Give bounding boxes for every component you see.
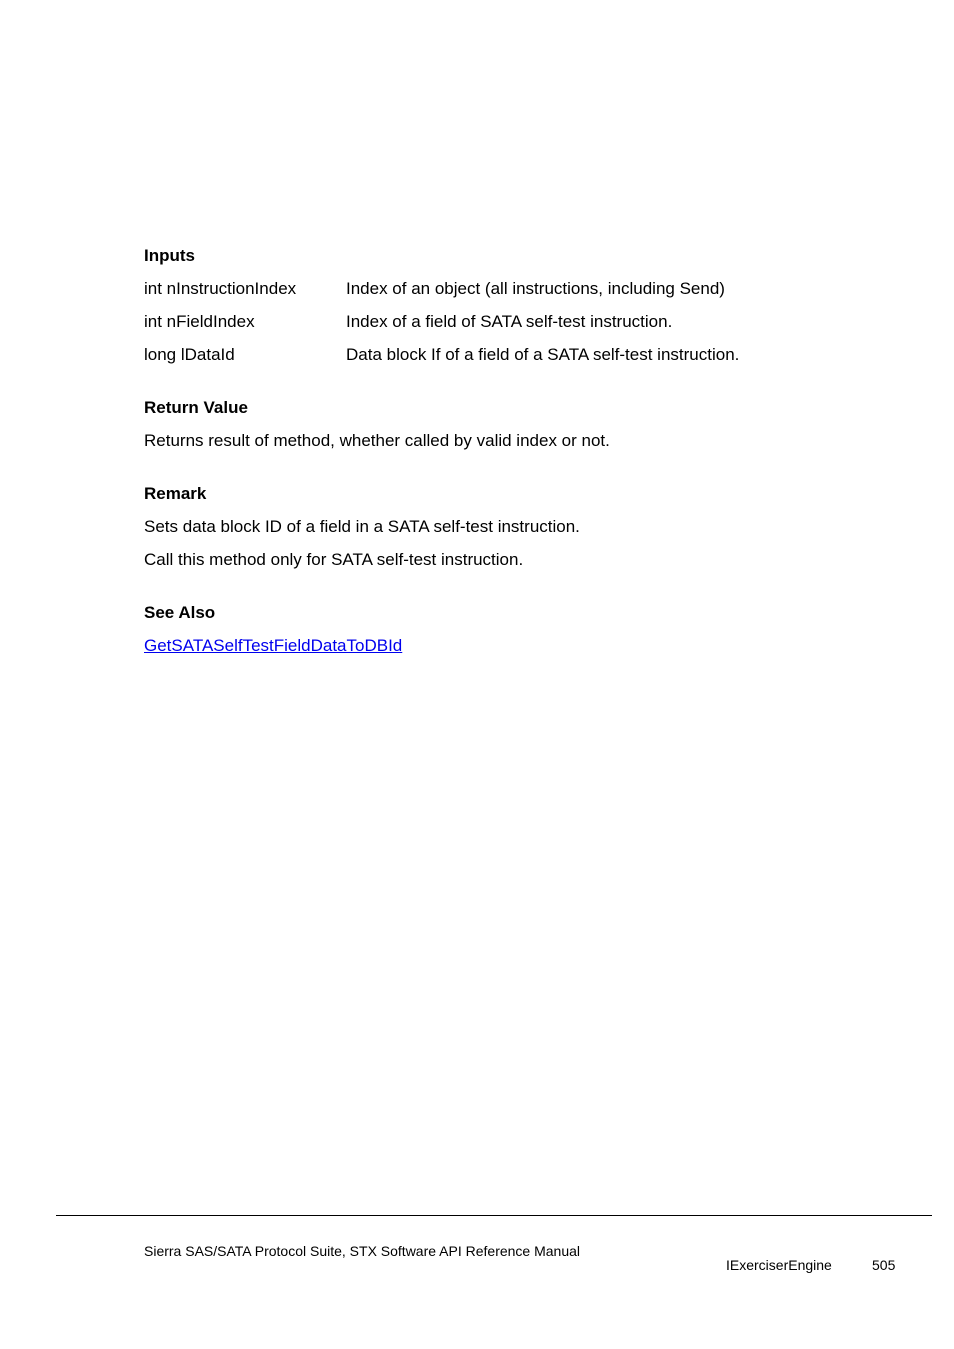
remark-line: Call this method only for SATA self-test instruction. <box>144 550 524 569</box>
return-value-section <box>144 398 904 451</box>
footer-section-name: IExerciserEngine <box>726 1257 832 1273</box>
input-description: Data block If of a field of a SATA self-test instruction. <box>346 345 740 364</box>
input-row <box>144 345 904 365</box>
see-also-heading: See Also <box>144 603 216 622</box>
inputs-heading: Inputs <box>144 246 195 265</box>
input-name: long lDataId <box>144 345 235 364</box>
remark-heading: Remark <box>144 484 207 503</box>
footer-title: Sierra SAS/SATA Protocol Suite, STX Software API Reference Manual <box>144 1243 581 1259</box>
input-row <box>144 279 904 299</box>
see-also-link[interactable]: GetSATASelfTestFieldDataToDBId <box>144 636 403 655</box>
remark-line: Sets data block ID of a field in a SATA self-test instruction. <box>144 517 580 536</box>
return-value-text: Returns result of method, whether called by valid index or not. <box>144 431 610 450</box>
input-description: Index of an object (all instructions, including Send) <box>346 279 725 298</box>
page-number: 505 <box>872 1257 896 1273</box>
inputs-section <box>144 246 904 365</box>
input-description: Index of a field of SATA self-test instruction. <box>346 312 673 331</box>
input-row <box>144 312 904 332</box>
footer-divider <box>56 1215 932 1216</box>
remark-section <box>144 484 904 570</box>
input-name: int nInstructionIndex <box>144 279 297 298</box>
return-value-heading: Return Value <box>144 398 248 417</box>
see-also-section <box>144 603 904 656</box>
method-content <box>144 246 904 656</box>
input-name: int nFieldIndex <box>144 312 255 331</box>
